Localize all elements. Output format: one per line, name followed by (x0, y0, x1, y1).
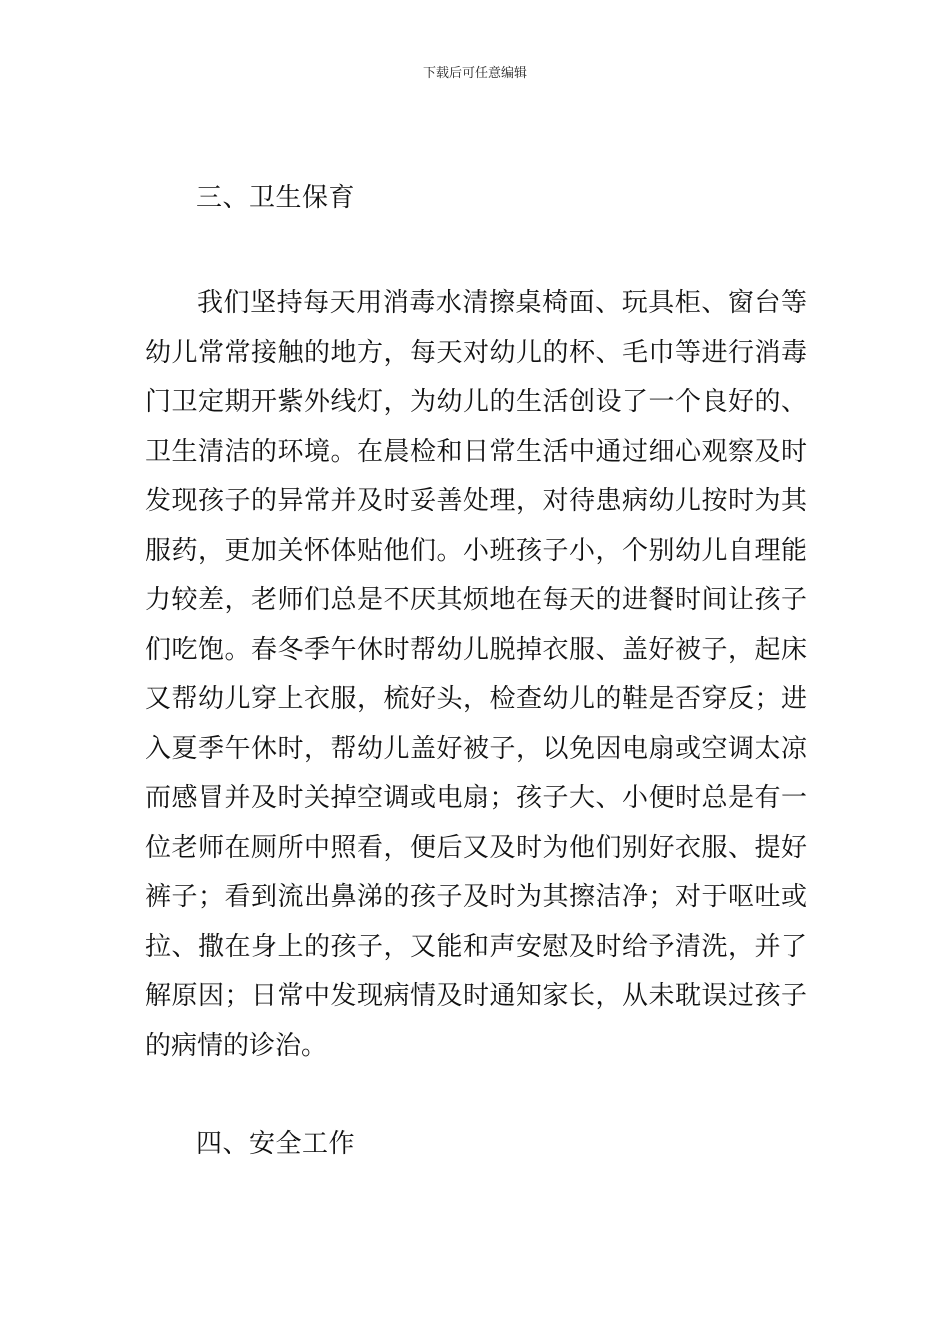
section-paragraph-hygiene: 我们坚持每天用消毒水清擦桌椅面、玩具柜、窗台等幼儿常常接触的地方，每天对幼儿的杯、毛巾等进行消毒门卫定期开紫外线灯，为幼儿的生活创设了一个良好的、卫生清洁的环境。在晨检和日常生活中通过细心观察及时发现孩子的异常并及时妥善处理，对待患病幼儿按时为其服药，更加关怀体贴他们。小班孩子小，个别幼儿自理能力较差，老师们总是不厌其烦地在每天的进餐时间让孩子们吃饱。春冬季午休时帮幼儿脱掉衣服、盖好被子，起床又帮幼儿穿上衣服，梳好头，检查幼儿的鞋是否穿反；进入夏季午休时，帮幼儿盖好被子，以免因电扇或空调太凉而感冒并及时关掉空调或电扇；孩子大、小便时总是有一位老师在厕所中照看，便后又及时为他们别好衣服、提好裤子；看到流出鼻涕的孩子及时为其擦洁净；对于呕吐或拉、撒在身上的孩子，又能和声安慰及时给予清洗，并了解原因；日常中发现病情及时通知家长，从未耽误过孩子的病情的诊治。 (145, 288, 807, 1061)
page-header-note: 下载后可任意编辑 (422, 66, 527, 81)
section-heading-safety: 四、安全工作 (196, 1129, 356, 1159)
section-heading-hygiene: 三、卫生保育 (196, 183, 356, 213)
